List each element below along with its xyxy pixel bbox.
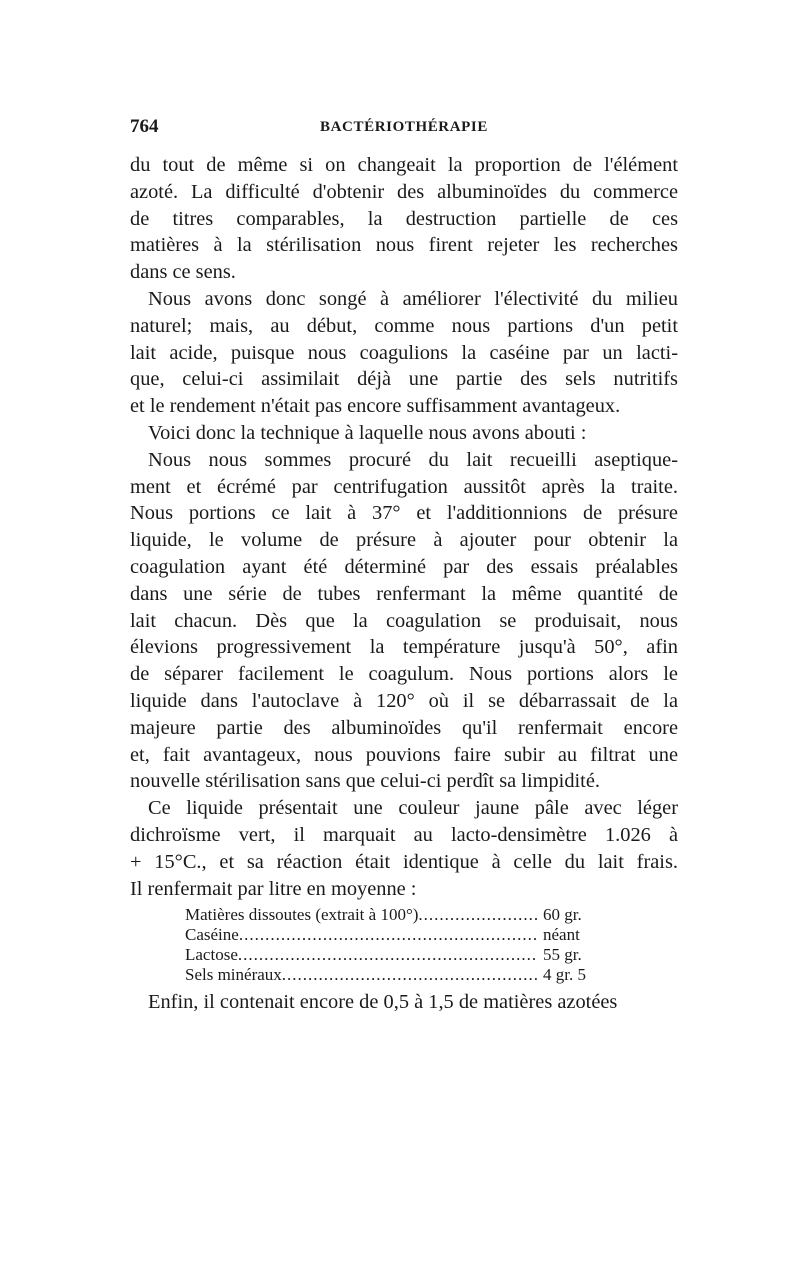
text-line: et, fait avantageux, nous pouvions faire subir au filtrat une (130, 743, 678, 766)
text-line: liquide, le volume de présure à ajouter pour obtenir la (130, 529, 678, 552)
text-line: dans une série de tubes renfermant la même quantité de (130, 582, 678, 605)
page-body (130, 152, 678, 1016)
row-label: Sels minéraux (185, 965, 282, 985)
table-row (185, 945, 615, 965)
row-label: Lactose (185, 945, 238, 965)
dot-leader (282, 965, 537, 985)
paragraph-4 (130, 447, 678, 795)
text-line: lait acide, puisque nous coagulions la caséine par un lacti- (130, 341, 678, 364)
text-line: matières à la stérilisation nous firent rejeter les recherches (130, 234, 678, 257)
text-line: dans ce sens. (130, 261, 236, 284)
text-line: que, celui-ci assimilait déjà une partie des sels nutritifs (130, 368, 678, 391)
text-line: majeure partie des albuminoïdes qu'il renfermait encore (130, 716, 678, 739)
composition-table (185, 905, 615, 985)
row-value: néant (543, 925, 580, 945)
text-line: naturel; mais, au début, comme nous partions d'un petit (130, 314, 678, 337)
page-header (130, 116, 678, 140)
running-head: BACTÉRIOTHÉRAPIE (320, 119, 488, 135)
row-value: 55 gr. (543, 945, 582, 965)
paragraph-3 (130, 420, 678, 447)
paragraph-5 (130, 795, 678, 902)
dot-leader (239, 925, 537, 945)
text-line: ment et écrémé par centrifugation aussitôt après la traite. (130, 475, 678, 498)
text-line: Nous portions ce lait à 37° et l'additionnions de présure (130, 502, 678, 525)
text-line: Nous nous sommes procuré du lait recueilli aseptique- (148, 448, 678, 471)
dot-leader (238, 945, 537, 965)
text-line: liquide dans l'autoclave à 120° où il se débarrassait de la (130, 689, 678, 712)
text-line: Nous avons donc songé à améliorer l'électivité du milieu (148, 287, 678, 310)
text-line: de titres comparables, la destruction partielle de ces (130, 207, 678, 230)
page-number: 764 (130, 116, 159, 137)
paragraph-1 (130, 152, 678, 286)
text-line: du tout de même si on changeait la proportion de l'élément (130, 154, 678, 176)
text-line: Voici donc la technique à laquelle nous avons abouti : (148, 421, 587, 444)
text-line: nouvelle stérilisation sans que celui-ci perdît sa limpidité. (130, 770, 601, 793)
text-line: Ce liquide présentait une couleur jaune pâle avec léger (148, 797, 678, 820)
row-label: Caséine (185, 925, 239, 945)
row-value: 4 gr. 5 (543, 965, 586, 985)
text-line: dichroïsme vert, il marquait au lacto-densimètre 1.026 à (130, 823, 678, 846)
text-line: coagulation ayant été déterminé par des essais préalables (130, 555, 678, 578)
text-line: et le rendement n'était pas encore suffisamment avantageux. (130, 395, 621, 418)
text-line: Il renfermait par litre en moyenne : (130, 877, 417, 900)
text-line: Enfin, il contenait encore de 0,5 à 1,5 de matières azotées (148, 991, 618, 1014)
row-value: 60 gr. (543, 905, 582, 925)
row-label: Matières dissoutes (extrait à 100°) (185, 905, 419, 925)
table-row (185, 925, 615, 945)
paragraph-2 (130, 286, 678, 420)
text-line: + 15°C., et sa réaction était identique à celle du lait frais. (130, 850, 678, 873)
table-row (185, 905, 615, 925)
text-line: azoté. La difficulté d'obtenir des albuminoïdes du commerce (130, 180, 678, 203)
text-line: élevions progressivement la température jusqu'à 50°, afin (130, 636, 678, 659)
text-line: lait chacun. Dès que la coagulation se produisait, nous (130, 609, 678, 632)
text-line: de séparer facilement le coagulum. Nous portions alors le (130, 663, 678, 686)
table-row (185, 965, 615, 985)
dot-leader (418, 905, 537, 925)
